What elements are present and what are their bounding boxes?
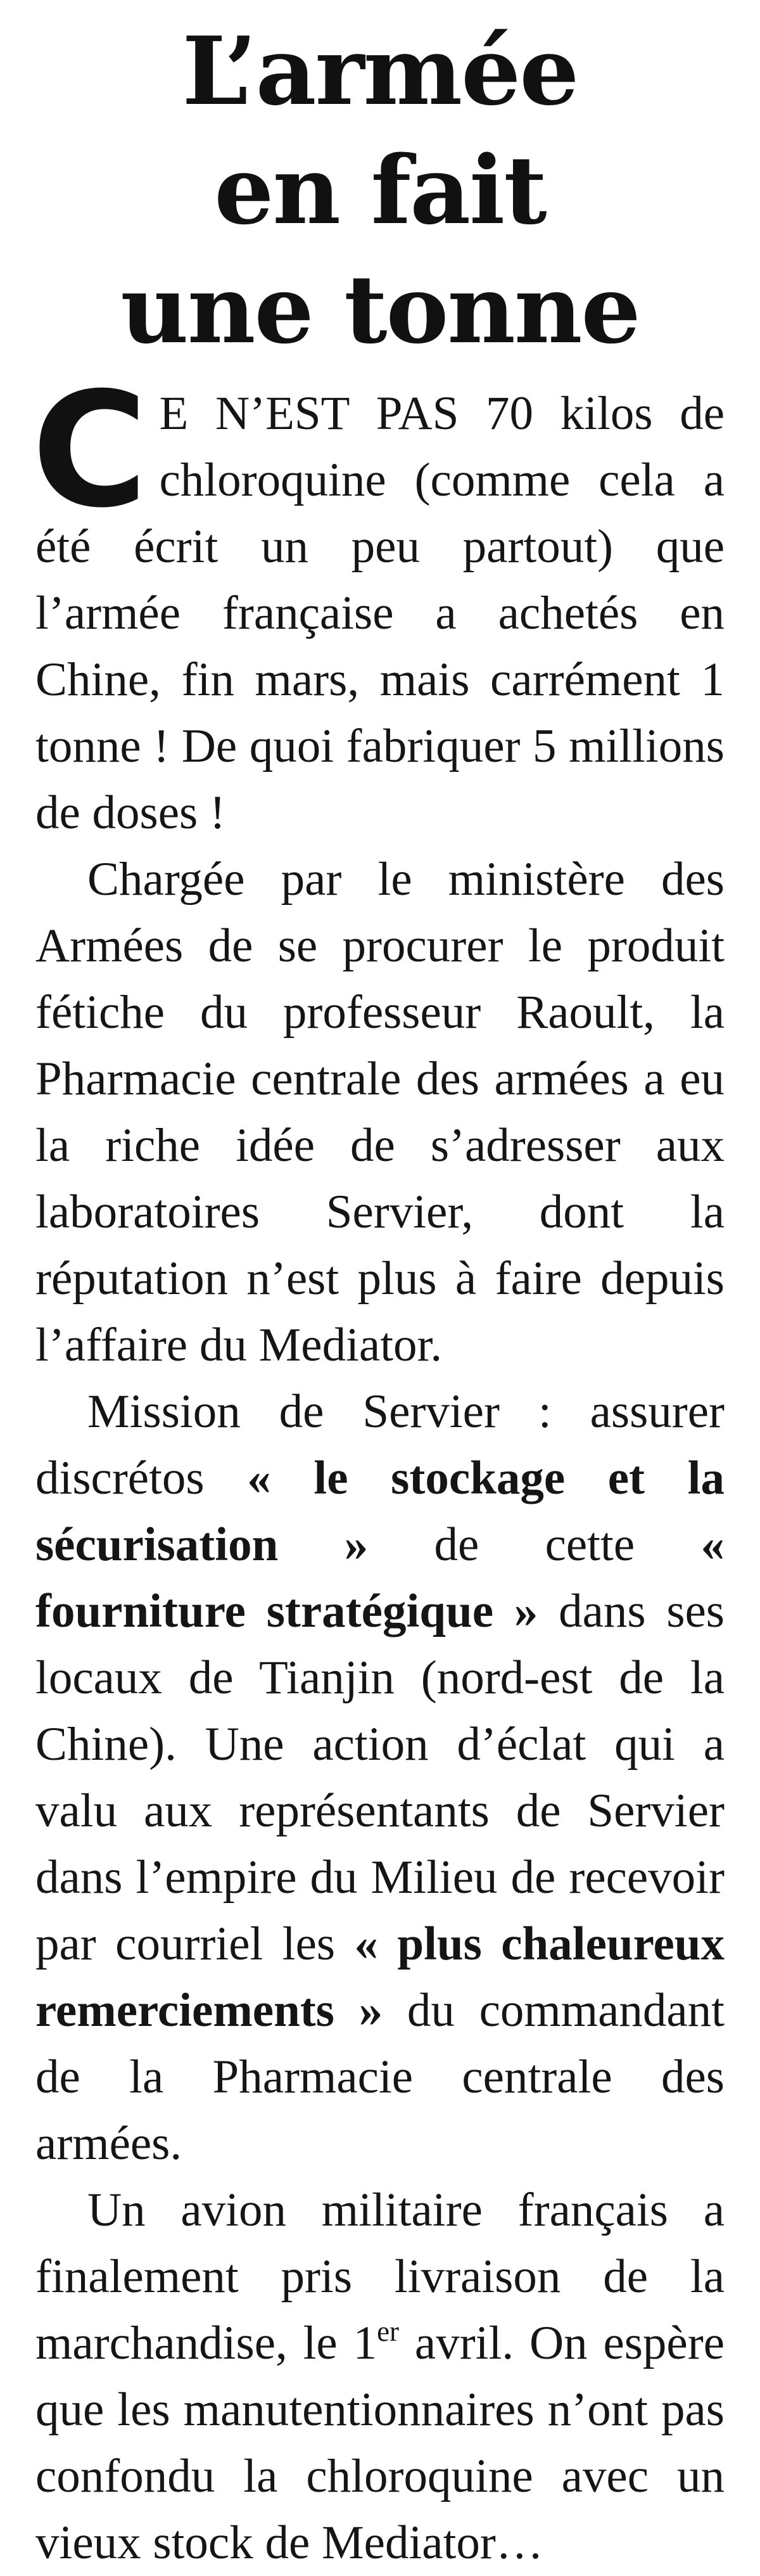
- paragraph-4-text-2: avril. On espère que les manutentionnaires n’ont pas confondu la chloroquine avec un vieux stock de Mediator…: [35, 2317, 725, 2569]
- paragraph-4: [35, 2177, 725, 2576]
- paragraph-2-text: Chargée par le ministère des Armées de se procurer le produit fétiche du professeur Raoult, la Pharmacie centrale des armées a eu la riche idée de s’adresser aux laboratoires Servier, dont la réputation n’est plus à faire depuis l’affaire du Mediator.: [35, 853, 725, 1371]
- paragraph-1-text: E N’EST PAS 70 kilos de chloroquine (comme cela a été écrit un peu partout) que l’armée française a achetés en Chine, fin mars, mais carrément 1 tonne ! De quoi fabriquer 5 millions de doses !: [35, 387, 725, 839]
- drop-cap: C: [32, 358, 148, 542]
- headline-line-1: L’armée: [182, 16, 578, 126]
- paragraph-3-text-2: de cette: [368, 1518, 701, 1571]
- paragraph-4-text-1: Un avion militaire français a finalement pris livraison de la marchandise, le 1: [35, 2184, 725, 2369]
- headline-line-2: en fait: [214, 135, 546, 245]
- headline-line-3: une tonne: [120, 254, 640, 364]
- paragraph-3-text-3: dans ses locaux de Tianjin (nord-est de la Chine). Une action d’éclat qui a valu aux représentants de Servier dans l’empire du Milieu de recevoir par courriel les: [35, 1585, 725, 1970]
- quote-stockage: « le stockage et la sécurisation »: [35, 1452, 725, 1571]
- headline: [0, 0, 760, 369]
- quote-fourniture: « fourniture stratégique »: [35, 1518, 725, 1637]
- paragraph-3-text-1: Mission de Servier : assurer discrétos: [35, 1385, 725, 1504]
- article-body: [32, 358, 725, 2576]
- ordinal-superscript: er: [377, 2316, 400, 2347]
- paragraph-3-text-4: du commandant de la Pharmacie centrale des armées.: [35, 1984, 725, 2170]
- paragraph-1: [32, 358, 725, 846]
- quote-remerciements: « plus chaleureux remerciements »: [35, 1918, 725, 2037]
- paragraph-2: [35, 846, 725, 1378]
- paragraph-3: [35, 1378, 725, 2177]
